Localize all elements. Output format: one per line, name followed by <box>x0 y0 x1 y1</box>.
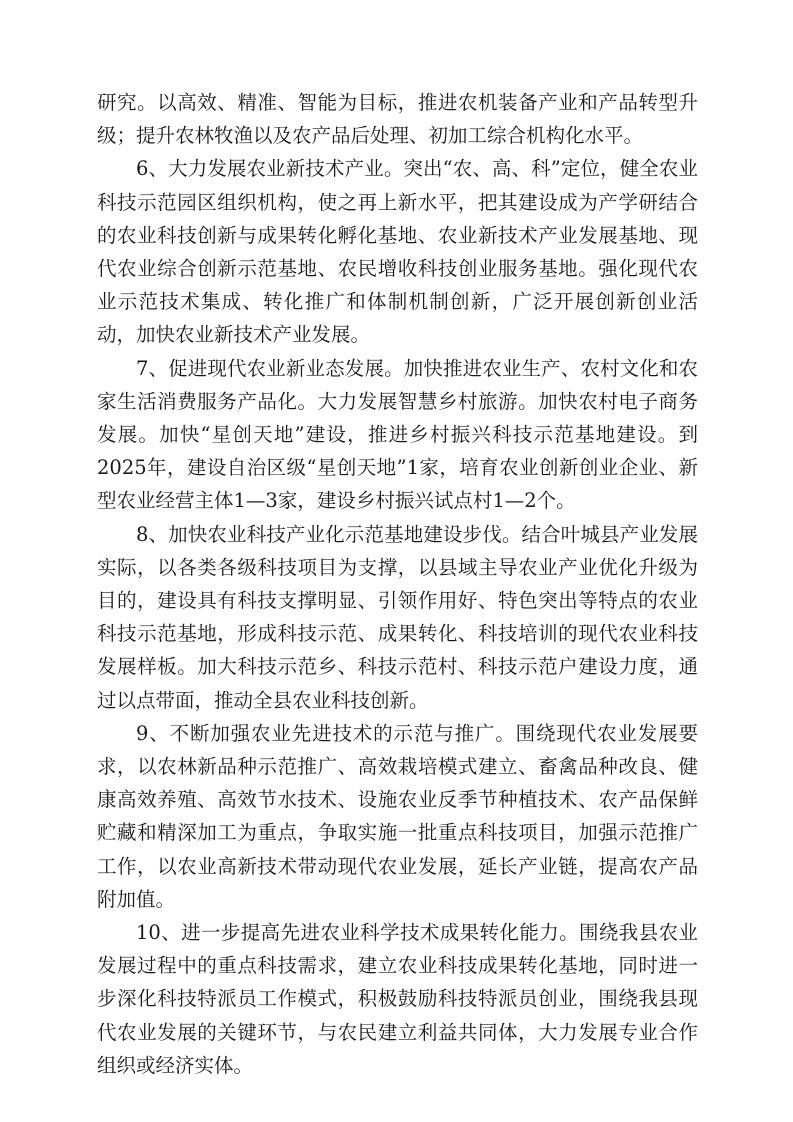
paragraph-continuation: 研究。以高效、精准、智能为目标，推进农机装备产业和产品转型升级；提升农林牧渔以及农产品后处理、初加工综合机构化水平。 <box>97 91 698 148</box>
paragraph-item-8: 8、加快农业科技产业化示范基地建设步伐。结合叶城县产业发展实际，以各类各级科技项目为支撑，以县域主导农业产业优化升级为目的，建设具有科技支撑明显、引领作用好、特色突出等特点的农业科技示范基地，形成科技示范、成果转化、科技培训的现代农业科技发展样板。加大科技示范乡、科技示范村、科技示范户建设力度，通过以点带面，推动全县农业科技创新。 <box>97 522 698 712</box>
paragraph-item-6: 6、大力发展农业新技术产业。突出“农、高、科”定位，健全农业科技示范园区组织机构，使之再上新水平，把其建设成为产学研结合的农业科技创新与成果转化孵化基地、农业新技术产业发展基地、现代农业综合创新示范基地、农民增收科技创业服务基地。强化现代农业示范技术集成、转化推广和体制机制创新，广泛开展创新创业活动，加快农业新技术产业发展。 <box>97 157 698 347</box>
paragraph-item-7: 7、促进现代农业新业态发展。加快推进农业生产、农村文化和农家生活消费服务产品化。大力发展智慧乡村旅游。加快农村电子商务发展。加快“星创天地”建设，推进乡村振兴科技示范基地建设。到2025年，建设自治区级“星创天地”1家，培育农业创新创业企业、新型农业经营主体1—3家，建设乡村振兴试点村1—2个。 <box>97 356 698 513</box>
paragraph-item-10: 10、进一步提高先进农业科学技术成果转化能力。围绕我县农业发展过程中的重点科技需求，建立农业科技成果转化基地，同时进一步深化科技特派员工作模式，积极鼓励科技特派员创业，围绕我县现代农业发展的关键环节，与农民建立利益共同体，大力发展专业合作组织或经济实体。 <box>97 921 698 1077</box>
paragraph-item-9: 9、不断加强农业先进技术的示范与推广。围绕现代农业发展要求，以农林新品种示范推广、高效栽培模式建立、畜禽品种改良、健康高效养殖、高效节水技术、设施农业反季节种植技术、农产品保鲜贮藏和精深加工为重点，争取实施一批重点科技项目，加强示范推广工作，以农业高新技术带动现代农业发展，延长产业链，提高农产品附加值。 <box>97 721 698 911</box>
document-page <box>97 86 698 1082</box>
